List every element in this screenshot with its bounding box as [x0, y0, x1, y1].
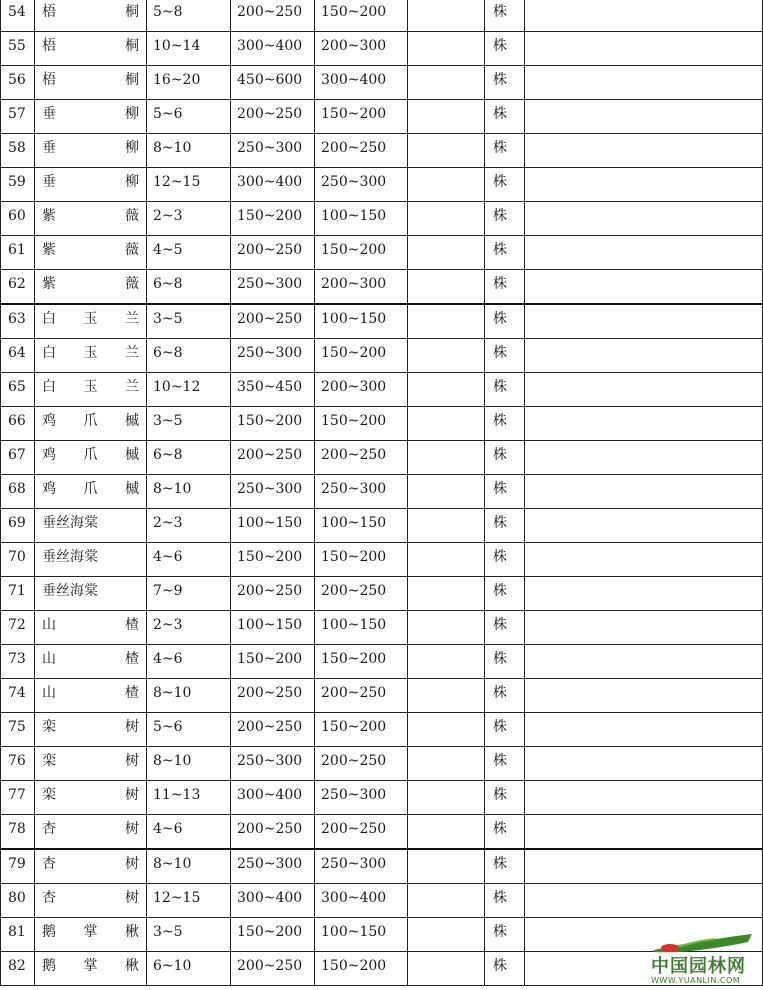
cell-height: 300~400	[231, 781, 315, 815]
cell-diameter: 4~5	[147, 236, 231, 270]
cell-crown: 300~400	[315, 884, 408, 918]
table-row	[1, 304, 763, 339]
cell-height: 150~200	[231, 918, 315, 952]
plant-name-text: 山 楂	[42, 685, 139, 701]
cell-crown: 200~250	[315, 441, 408, 475]
cell-remark	[525, 611, 763, 645]
cell-height: 200~250	[231, 577, 315, 611]
cell-number: 71	[1, 577, 35, 611]
cell-unit: 株	[485, 441, 525, 475]
cell-number: 57	[1, 100, 35, 134]
cell-remark	[525, 679, 763, 713]
cell-number: 72	[1, 611, 35, 645]
cell-remark	[525, 781, 763, 815]
cell-height: 100~150	[231, 611, 315, 645]
cell-crown: 200~250	[315, 134, 408, 168]
cell-height: 200~250	[231, 952, 315, 986]
cell-height: 200~250	[231, 0, 315, 32]
table-row	[1, 66, 763, 100]
cell-plant-name	[35, 373, 147, 407]
cell-crown: 200~250	[315, 679, 408, 713]
table-row	[1, 441, 763, 475]
cell-remark	[525, 441, 763, 475]
cell-plant-name: 垂丝海棠	[35, 543, 147, 577]
plant-name-text: 白 玉 兰	[42, 311, 139, 327]
cell-blank	[408, 0, 485, 32]
plant-name-text: 垂 柳	[42, 174, 139, 190]
cell-diameter: 4~6	[147, 543, 231, 577]
cell-crown: 150~200	[315, 645, 408, 679]
table-row	[1, 373, 763, 407]
cell-diameter: 4~6	[147, 645, 231, 679]
cell-diameter: 4~6	[147, 815, 231, 850]
cell-diameter: 3~5	[147, 407, 231, 441]
cell-blank	[408, 918, 485, 952]
cell-remark	[525, 134, 763, 168]
table-row	[1, 475, 763, 509]
cell-unit: 株	[485, 100, 525, 134]
plant-name-text: 杏 树	[42, 821, 139, 837]
cell-blank	[408, 577, 485, 611]
cell-number: 65	[1, 373, 35, 407]
cell-number: 63	[1, 304, 35, 339]
cell-crown: 200~250	[315, 815, 408, 850]
cell-number: 62	[1, 270, 35, 305]
cell-number: 81	[1, 918, 35, 952]
cell-diameter: 12~15	[147, 168, 231, 202]
table-row	[1, 168, 763, 202]
cell-blank	[408, 202, 485, 236]
cell-remark	[525, 202, 763, 236]
cell-crown: 150~200	[315, 339, 408, 373]
cell-remark	[525, 373, 763, 407]
cell-plant-name	[35, 611, 147, 645]
plant-name-text: 紫 薇	[42, 208, 139, 224]
cell-unit: 株	[485, 236, 525, 270]
cell-crown: 250~300	[315, 168, 408, 202]
cell-unit: 株	[485, 679, 525, 713]
plant-name-text: 杏 树	[42, 890, 139, 906]
cell-crown: 200~250	[315, 747, 408, 781]
cell-blank	[408, 270, 485, 305]
cell-unit: 株	[485, 747, 525, 781]
cell-unit: 株	[485, 849, 525, 884]
cell-diameter: 12~15	[147, 884, 231, 918]
cell-plant-name	[35, 815, 147, 850]
cell-number: 66	[1, 407, 35, 441]
cell-diameter: 6~10	[147, 952, 231, 986]
cell-plant-name	[35, 339, 147, 373]
plant-name-text: 栾 树	[42, 787, 139, 803]
cell-blank	[408, 168, 485, 202]
cell-number: 73	[1, 645, 35, 679]
cell-number: 59	[1, 168, 35, 202]
cell-plant-name	[35, 236, 147, 270]
cell-number: 64	[1, 339, 35, 373]
cell-number: 58	[1, 134, 35, 168]
table-row	[1, 713, 763, 747]
cell-blank	[408, 32, 485, 66]
cell-crown: 250~300	[315, 475, 408, 509]
cell-number: 76	[1, 747, 35, 781]
cell-unit: 株	[485, 509, 525, 543]
cell-diameter: 8~10	[147, 849, 231, 884]
cell-blank	[408, 747, 485, 781]
cell-unit: 株	[485, 815, 525, 850]
cell-plant-name	[35, 952, 147, 986]
cell-blank	[408, 679, 485, 713]
table-row	[1, 236, 763, 270]
cell-number: 79	[1, 849, 35, 884]
cell-crown: 100~150	[315, 611, 408, 645]
cell-remark	[525, 884, 763, 918]
cell-blank	[408, 781, 485, 815]
cell-diameter: 16~20	[147, 66, 231, 100]
cell-blank	[408, 339, 485, 373]
cell-number: 55	[1, 32, 35, 66]
cell-plant-name: 垂丝海棠	[35, 577, 147, 611]
cell-unit: 株	[485, 32, 525, 66]
cell-unit: 株	[485, 304, 525, 339]
cell-crown: 150~200	[315, 407, 408, 441]
plant-name-text: 栾 树	[42, 719, 139, 735]
cell-diameter: 6~8	[147, 270, 231, 305]
cell-blank	[408, 66, 485, 100]
cell-diameter: 8~10	[147, 679, 231, 713]
plant-name-text: 鸡 爪 槭	[42, 413, 139, 429]
cell-height: 250~300	[231, 475, 315, 509]
cell-crown: 200~300	[315, 270, 408, 305]
table-row	[1, 509, 763, 543]
cell-remark	[525, 304, 763, 339]
cell-remark	[525, 32, 763, 66]
cell-unit: 株	[485, 475, 525, 509]
cell-plant-name	[35, 475, 147, 509]
plant-name-text: 鹅 掌 楸	[42, 924, 139, 940]
cell-crown: 250~300	[315, 781, 408, 815]
cell-crown: 100~150	[315, 918, 408, 952]
cell-height: 250~300	[231, 339, 315, 373]
table-row	[1, 407, 763, 441]
cell-plant-name	[35, 304, 147, 339]
plant-name-text: 垂 柳	[42, 106, 139, 122]
cell-height: 200~250	[231, 815, 315, 850]
cell-remark	[525, 270, 763, 305]
cell-height: 450~600	[231, 66, 315, 100]
cell-diameter: 8~10	[147, 747, 231, 781]
table-row	[1, 270, 763, 305]
cell-diameter: 2~3	[147, 611, 231, 645]
cell-blank	[408, 884, 485, 918]
cell-remark	[525, 339, 763, 373]
cell-crown: 100~150	[315, 304, 408, 339]
watermark-logo	[640, 930, 760, 990]
cell-number: 69	[1, 509, 35, 543]
cell-diameter: 2~3	[147, 509, 231, 543]
cell-plant-name	[35, 202, 147, 236]
plant-name-text: 梧 桐	[42, 4, 139, 20]
cell-crown: 150~200	[315, 236, 408, 270]
cell-diameter: 10~14	[147, 32, 231, 66]
plant-name-text: 白 玉 兰	[42, 379, 139, 395]
cell-remark	[525, 747, 763, 781]
cell-height: 200~250	[231, 679, 315, 713]
cell-blank	[408, 849, 485, 884]
cell-number: 74	[1, 679, 35, 713]
cell-height: 250~300	[231, 747, 315, 781]
plant-name-text: 山 楂	[42, 617, 139, 633]
cell-unit: 株	[485, 645, 525, 679]
cell-crown: 150~200	[315, 952, 408, 986]
cell-diameter: 11~13	[147, 781, 231, 815]
cell-height: 250~300	[231, 134, 315, 168]
watermark-url-text: WWW.YUANLIN.COM	[651, 976, 741, 985]
cell-plant-name	[35, 849, 147, 884]
cell-plant-name	[35, 713, 147, 747]
cell-unit: 株	[485, 543, 525, 577]
cell-unit: 株	[485, 202, 525, 236]
watermark-chinese-text: 中国园林网	[651, 956, 746, 977]
cell-number: 60	[1, 202, 35, 236]
cell-unit: 株	[485, 66, 525, 100]
cell-diameter: 6~8	[147, 339, 231, 373]
cell-blank	[408, 100, 485, 134]
cell-height: 100~150	[231, 509, 315, 543]
cell-unit: 株	[485, 407, 525, 441]
cell-unit: 株	[485, 952, 525, 986]
cell-blank	[408, 509, 485, 543]
cell-blank	[408, 407, 485, 441]
table-row	[1, 577, 763, 611]
cell-crown: 250~300	[315, 849, 408, 884]
cell-unit: 株	[485, 611, 525, 645]
cell-height: 200~250	[231, 713, 315, 747]
cell-blank	[408, 815, 485, 850]
table-row	[1, 679, 763, 713]
cell-number: 80	[1, 884, 35, 918]
cell-height: 150~200	[231, 543, 315, 577]
cell-unit: 株	[485, 918, 525, 952]
cell-number: 61	[1, 236, 35, 270]
cell-unit: 株	[485, 713, 525, 747]
plant-name-text: 鹅 掌 楸	[42, 958, 139, 974]
table-row	[1, 543, 763, 577]
cell-diameter: 8~10	[147, 134, 231, 168]
cell-number: 82	[1, 952, 35, 986]
cell-unit: 株	[485, 134, 525, 168]
cell-plant-name	[35, 884, 147, 918]
plant-name-text: 鸡 爪 槭	[42, 447, 139, 463]
cell-height: 250~300	[231, 849, 315, 884]
cell-number: 54	[1, 0, 35, 32]
table-row	[1, 202, 763, 236]
cell-height: 150~200	[231, 407, 315, 441]
cell-crown: 200~250	[315, 577, 408, 611]
cell-plant-name	[35, 66, 147, 100]
cell-diameter: 3~5	[147, 918, 231, 952]
cell-unit: 株	[485, 884, 525, 918]
cell-blank	[408, 713, 485, 747]
cell-remark	[525, 236, 763, 270]
cell-diameter: 5~6	[147, 713, 231, 747]
cell-blank	[408, 543, 485, 577]
plant-name-text: 垂 柳	[42, 140, 139, 156]
cell-unit: 株	[485, 339, 525, 373]
plant-name-text: 紫 薇	[42, 242, 139, 258]
cell-crown: 150~200	[315, 0, 408, 32]
cell-crown: 150~200	[315, 713, 408, 747]
table-row	[1, 849, 763, 884]
table-row	[1, 884, 763, 918]
plant-name-text: 鸡 爪 槭	[42, 481, 139, 497]
table-row	[1, 781, 763, 815]
cell-plant-name	[35, 32, 147, 66]
plant-name-text: 梧 桐	[42, 72, 139, 88]
table-row	[1, 747, 763, 781]
cell-plant-name	[35, 781, 147, 815]
cell-crown: 200~300	[315, 32, 408, 66]
cell-unit: 株	[485, 373, 525, 407]
cell-blank	[408, 304, 485, 339]
table-row	[1, 339, 763, 373]
cell-plant-name	[35, 100, 147, 134]
table-row	[1, 0, 763, 32]
cell-remark	[525, 168, 763, 202]
cell-remark	[525, 66, 763, 100]
cell-diameter: 8~10	[147, 475, 231, 509]
cell-number: 67	[1, 441, 35, 475]
table-row	[1, 100, 763, 134]
cell-crown: 150~200	[315, 543, 408, 577]
cell-diameter: 5~6	[147, 100, 231, 134]
plant-name-text: 紫 薇	[42, 276, 139, 292]
cell-height: 150~200	[231, 645, 315, 679]
cell-diameter: 5~8	[147, 0, 231, 32]
table-row	[1, 611, 763, 645]
plant-name-text: 栾 树	[42, 753, 139, 769]
plant-name-text: 杏 树	[42, 856, 139, 872]
cell-plant-name	[35, 407, 147, 441]
cell-unit: 株	[485, 781, 525, 815]
cell-height: 200~250	[231, 100, 315, 134]
cell-plant-name	[35, 441, 147, 475]
cell-blank	[408, 645, 485, 679]
cell-number: 56	[1, 66, 35, 100]
cell-crown: 100~150	[315, 202, 408, 236]
cell-number: 70	[1, 543, 35, 577]
cell-blank	[408, 475, 485, 509]
cell-plant-name	[35, 134, 147, 168]
cell-diameter: 10~12	[147, 373, 231, 407]
cell-number: 77	[1, 781, 35, 815]
cell-height: 200~250	[231, 304, 315, 339]
cell-remark	[525, 407, 763, 441]
cell-number: 75	[1, 713, 35, 747]
cell-blank	[408, 441, 485, 475]
cell-plant-name	[35, 747, 147, 781]
cell-height: 200~250	[231, 441, 315, 475]
cell-crown: 300~400	[315, 66, 408, 100]
cell-plant-name	[35, 168, 147, 202]
cell-diameter: 6~8	[147, 441, 231, 475]
cell-blank	[408, 236, 485, 270]
cell-unit: 株	[485, 577, 525, 611]
plant-name-text: 山 楂	[42, 651, 139, 667]
cell-blank	[408, 611, 485, 645]
cell-remark	[525, 543, 763, 577]
cell-diameter: 2~3	[147, 202, 231, 236]
cell-remark	[525, 815, 763, 850]
cell-blank	[408, 952, 485, 986]
cell-plant-name	[35, 679, 147, 713]
cell-height: 300~400	[231, 32, 315, 66]
cell-crown: 100~150	[315, 509, 408, 543]
table-row	[1, 645, 763, 679]
cell-height: 350~450	[231, 373, 315, 407]
cell-height: 150~200	[231, 202, 315, 236]
cell-height: 300~400	[231, 884, 315, 918]
cell-plant-name	[35, 0, 147, 32]
cell-remark	[525, 509, 763, 543]
cell-plant-name: 垂丝海棠	[35, 509, 147, 543]
table-row	[1, 134, 763, 168]
cell-unit: 株	[485, 270, 525, 305]
cell-blank	[408, 373, 485, 407]
cell-height: 300~400	[231, 168, 315, 202]
cell-plant-name	[35, 918, 147, 952]
cell-blank	[408, 134, 485, 168]
cell-plant-name	[35, 645, 147, 679]
cell-remark	[525, 475, 763, 509]
plant-name-text: 梧 桐	[42, 38, 139, 54]
plant-name-text: 白 玉 兰	[42, 345, 139, 361]
cell-diameter: 3~5	[147, 304, 231, 339]
cell-remark	[525, 100, 763, 134]
cell-crown: 150~200	[315, 100, 408, 134]
cell-remark	[525, 0, 763, 32]
cell-remark	[525, 577, 763, 611]
table-row	[1, 815, 763, 850]
cell-plant-name	[35, 270, 147, 305]
cell-unit: 株	[485, 168, 525, 202]
table-row	[1, 32, 763, 66]
cell-remark	[525, 849, 763, 884]
cell-number: 68	[1, 475, 35, 509]
cell-height: 200~250	[231, 236, 315, 270]
cell-height: 250~300	[231, 270, 315, 305]
cell-unit: 株	[485, 0, 525, 32]
cell-remark	[525, 645, 763, 679]
cell-crown: 200~300	[315, 373, 408, 407]
cell-diameter: 7~9	[147, 577, 231, 611]
cell-number: 78	[1, 815, 35, 850]
cell-remark	[525, 713, 763, 747]
